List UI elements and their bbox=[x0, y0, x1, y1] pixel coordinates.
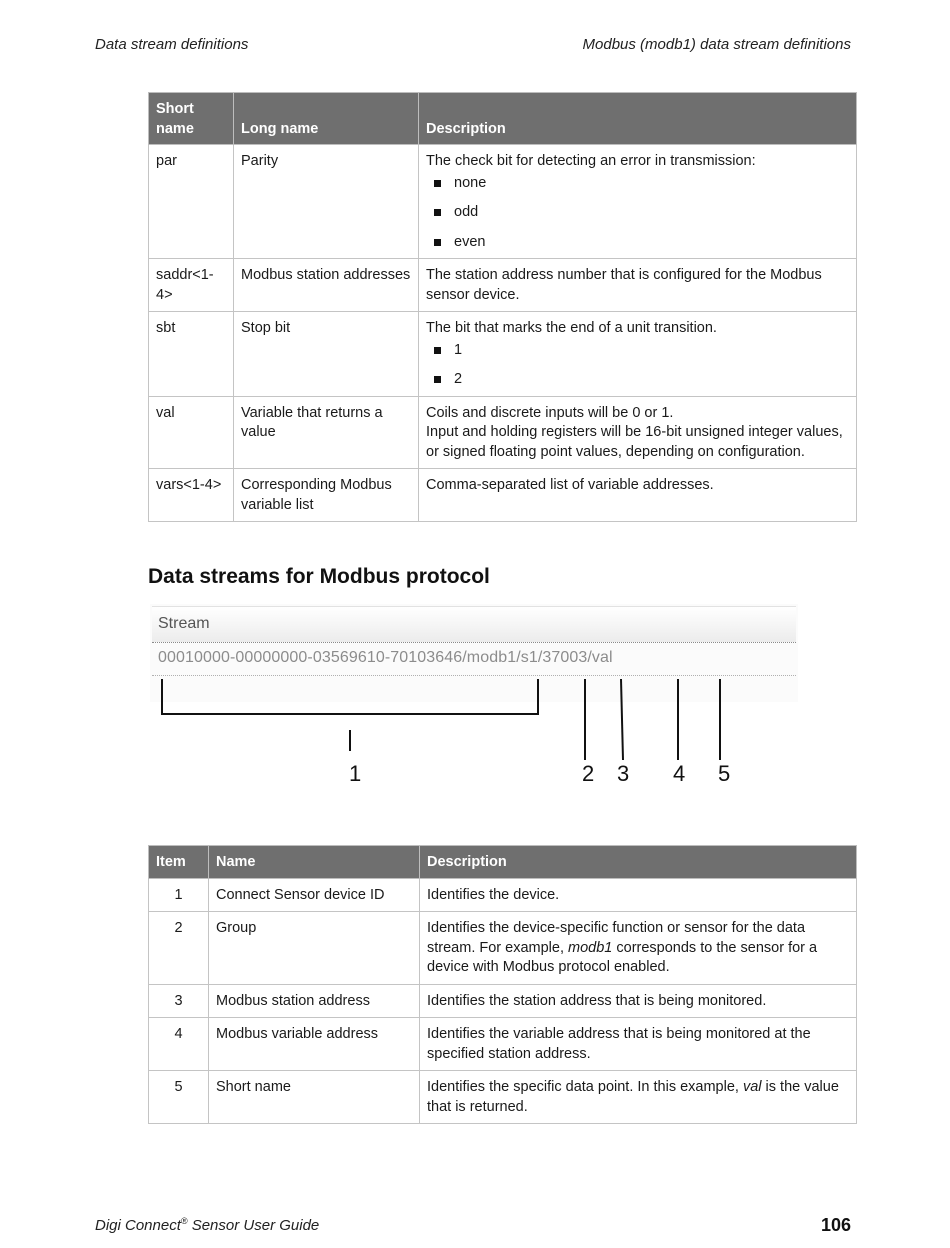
list-item bbox=[454, 233, 849, 253]
description-cell: Identifies the device. bbox=[420, 878, 857, 912]
callout-number-5: 5 bbox=[718, 761, 731, 786]
bullet-list bbox=[426, 174, 849, 253]
column-header-description: Description bbox=[419, 93, 857, 145]
guide-title bbox=[95, 1216, 319, 1234]
running-head-right: Modbus (modb1) data stream definitions bbox=[582, 36, 851, 53]
description-cell bbox=[420, 1071, 857, 1124]
item-number-cell: 5 bbox=[149, 1071, 209, 1124]
list-item bbox=[454, 174, 849, 194]
column-header-short-name: Short name bbox=[149, 93, 234, 145]
list-item-label: none bbox=[454, 174, 487, 191]
long-name-cell: Parity bbox=[234, 145, 419, 259]
table-row bbox=[149, 1018, 857, 1071]
list-item bbox=[454, 370, 849, 390]
callout-leader-3 bbox=[621, 679, 623, 760]
square-bullet-icon bbox=[434, 347, 441, 354]
callout-number-4: 4 bbox=[673, 761, 686, 786]
short-name-cell: saddr<1-4> bbox=[149, 259, 234, 312]
data-stream-definitions-table bbox=[148, 92, 857, 522]
registered-mark: ® bbox=[180, 1216, 188, 1226]
short-name-cell: vars<1-4> bbox=[149, 469, 234, 522]
short-name-cell: sbt bbox=[149, 312, 234, 397]
item-name-cell: Modbus station address bbox=[209, 984, 420, 1018]
description-text: The check bit for detecting an error in transmission: bbox=[426, 153, 756, 169]
section-heading: Data streams for Modbus protocol bbox=[148, 565, 490, 588]
item-number-cell: 2 bbox=[149, 912, 209, 985]
description-cell bbox=[419, 396, 857, 469]
long-name-cell: Variable that returns a value bbox=[234, 396, 419, 469]
long-name-cell: Corresponding Modbus variable list bbox=[234, 469, 419, 522]
square-bullet-icon bbox=[434, 180, 441, 187]
description-text-continued: corresponds to the sensor for a device with Modbus protocol enabled. bbox=[427, 939, 818, 975]
stream-header-label: Stream bbox=[158, 615, 210, 632]
description-cell bbox=[419, 145, 857, 259]
long-name-cell: Modbus station addresses bbox=[234, 259, 419, 312]
description-text-continued: Input and holding registers will be 16-bit unsigned integer values, or signed floating point values, depending on configuration. bbox=[426, 424, 843, 460]
description-cell: Identifies the variable address that is being monitored at the specified station address. bbox=[420, 1018, 857, 1071]
item-name-cell: Group bbox=[209, 912, 420, 985]
column-header-name: Name bbox=[209, 846, 420, 879]
description-cell: Identifies the station address that is being monitored. bbox=[420, 984, 857, 1018]
table-header-row bbox=[149, 93, 857, 145]
page-number: 106 bbox=[820, 1215, 851, 1235]
table-row bbox=[149, 469, 857, 522]
item-number-cell: 3 bbox=[149, 984, 209, 1018]
guide-title-text-continued: Sensor User Guide bbox=[187, 1217, 320, 1234]
callout-number-1: 1 bbox=[349, 761, 362, 786]
item-number-cell: 1 bbox=[149, 878, 209, 912]
description-emphasis: modb1 bbox=[568, 939, 613, 956]
column-header-item: Item bbox=[149, 846, 209, 879]
callout-number-3: 3 bbox=[617, 761, 630, 786]
description-text: The bit that marks the end of a unit transition. bbox=[426, 320, 717, 336]
table-row bbox=[149, 984, 857, 1018]
table-row bbox=[149, 396, 857, 469]
square-bullet-icon bbox=[434, 376, 441, 383]
guide-title-text: Digi Connect bbox=[95, 1217, 181, 1234]
square-bullet-icon bbox=[434, 209, 441, 216]
short-name-cell: par bbox=[149, 145, 234, 259]
table-row bbox=[149, 259, 857, 312]
description-cell bbox=[419, 312, 857, 397]
callout-lines bbox=[150, 604, 800, 794]
table-header-row bbox=[149, 846, 857, 879]
item-name-cell: Short name bbox=[209, 1071, 420, 1124]
callout-number-2: 2 bbox=[582, 761, 595, 786]
table-row bbox=[149, 878, 857, 912]
item-name-cell: Modbus variable address bbox=[209, 1018, 420, 1071]
list-item bbox=[454, 203, 849, 223]
description-cell bbox=[420, 912, 857, 985]
bullet-list bbox=[426, 341, 849, 390]
long-name-cell: Stop bit bbox=[234, 312, 419, 397]
list-item-label: 1 bbox=[454, 341, 463, 358]
list-item bbox=[454, 341, 849, 361]
table-row bbox=[149, 312, 857, 397]
item-number-cell: 4 bbox=[149, 1018, 209, 1071]
stream-path-value: 00010000-00000000-03569610-70103646/modb1/s1/37003/val bbox=[158, 649, 613, 666]
table-row bbox=[149, 1071, 857, 1124]
table-row bbox=[149, 912, 857, 985]
bracket-device-id bbox=[162, 679, 538, 714]
list-item-label: odd bbox=[454, 204, 479, 220]
list-item-label: 2 bbox=[454, 371, 463, 387]
description-cell: The station address number that is configured for the Modbus sensor device. bbox=[419, 259, 857, 312]
description-text: Identifies the specific data point. In this example, bbox=[427, 1079, 743, 1095]
description-cell: Comma-separated list of variable addresses. bbox=[419, 469, 857, 522]
description-text-continued: is the value that is returned. bbox=[427, 1079, 839, 1115]
column-header-description: Description bbox=[420, 846, 857, 879]
column-header-long-name: Long name bbox=[234, 93, 419, 145]
item-name-cell: Connect Sensor device ID bbox=[209, 878, 420, 912]
square-bullet-icon bbox=[434, 239, 441, 246]
stream-path-figure bbox=[150, 604, 800, 794]
stream-items-table bbox=[148, 845, 857, 1124]
list-item-label: even bbox=[454, 233, 486, 250]
description-text: Coils and discrete inputs will be 0 or 1. bbox=[426, 404, 674, 421]
running-head-left: Data stream definitions bbox=[95, 36, 249, 53]
table-row bbox=[149, 145, 857, 259]
description-emphasis: val bbox=[742, 1079, 762, 1095]
description-text: Identifies the device-specific function or sensor for the data stream. For example, bbox=[427, 920, 806, 956]
short-name-cell: val bbox=[149, 396, 234, 469]
